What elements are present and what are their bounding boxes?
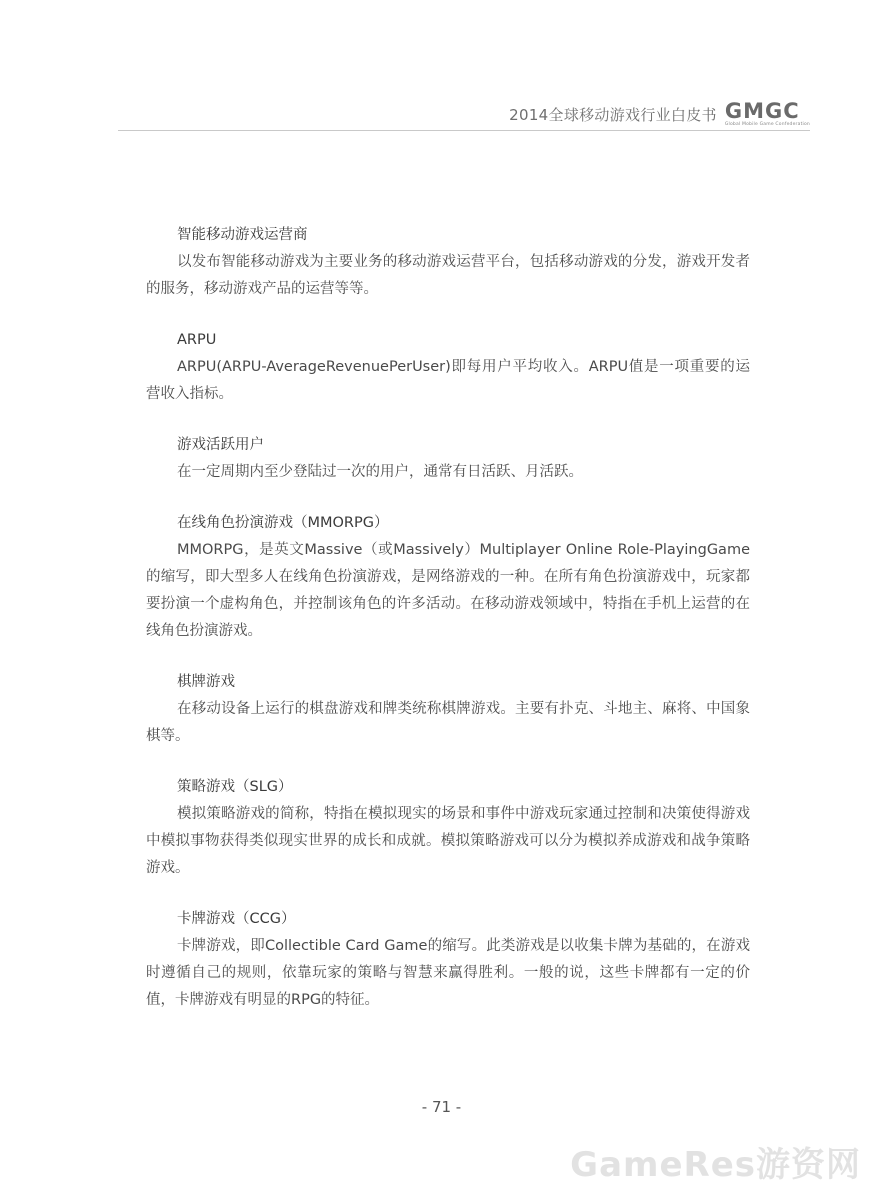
gmgc-logo [724,98,810,128]
watermark: GameRes游资网 [570,1145,861,1185]
page-header [509,100,810,128]
entry-title: 策略游戏（SLG） [177,779,293,795]
glossary-entry [146,669,750,750]
page-number: - 71 - [421,1098,462,1116]
entry-body: 卡牌游戏，即Collectible Card Game的缩写。此类游戏是以收集卡牌为基础的，在游戏时遵循自己的规则，依靠玩家的策略与智慧来赢得胜利。一般的说，这些卡牌都有一定的价值，卡牌游戏有明显的RPG的特征。 [146,938,750,1008]
logo-text: GMGC [724,98,800,123]
glossary-entry [146,327,750,408]
entry-body: 在一定周期内至少登陆过一次的用户，通常有日活跃、月活跃。 [177,464,583,480]
entry-body: MMORPG，是英文Massive（或Massively）Multiplayer Online Role-PlayingGame的缩写，即大型多人在线角色扮演游戏，是网络游戏的一种。在所有角色扮演游戏中，玩家都要扮演一个虚构角色，并控制该角色的许多活动。在移动游戏领域中，特指在手机上运营的在线角色扮演游戏。 [146,542,750,639]
entry-body: 在移动设备上运行的棋盘游戏和牌类统称棋牌游戏。主要有扑克、斗地主、麻将、中国象棋等。 [146,701,750,744]
header-title: 2014全球移动游戏行业白皮书 [509,105,717,124]
entry-title: 游戏活跃用户 [177,437,264,453]
glossary-entry [146,906,750,1014]
glossary-entry [146,774,750,882]
logo-subtitle: Global Mobile Game Confederation [724,121,810,127]
entry-title: 智能移动游戏运营商 [177,227,308,243]
entry-body: 模拟策略游戏的简称，特指在模拟现实的场景和事件中游戏玩家通过控制和决策使得游戏中模拟事物获得类似现实世界的成长和成就。模拟策略游戏可以分为模拟养成游戏和战争策略游戏。 [146,806,750,876]
entry-body: 以发布智能移动游戏为主要业务的移动游戏运营平台，包括移动游戏的分发，游戏开发者的服务，移动游戏产品的运营等等。 [146,254,750,297]
glossary-content [146,222,750,1038]
header-divider [118,130,810,131]
entry-title: 卡牌游戏（CCG） [177,911,296,927]
glossary-entry [146,222,750,303]
glossary-entry [146,510,750,645]
entry-body: ARPU(ARPU-AverageRevenuePerUser)即每用户平均收入。ARPU值是一项重要的运营收入指标。 [146,359,750,402]
entry-title: 棋牌游戏 [177,674,235,690]
entry-title: ARPU [177,332,217,348]
glossary-entry [146,432,750,486]
entry-title: 在线角色扮演游戏（MMORPG） [177,515,389,531]
